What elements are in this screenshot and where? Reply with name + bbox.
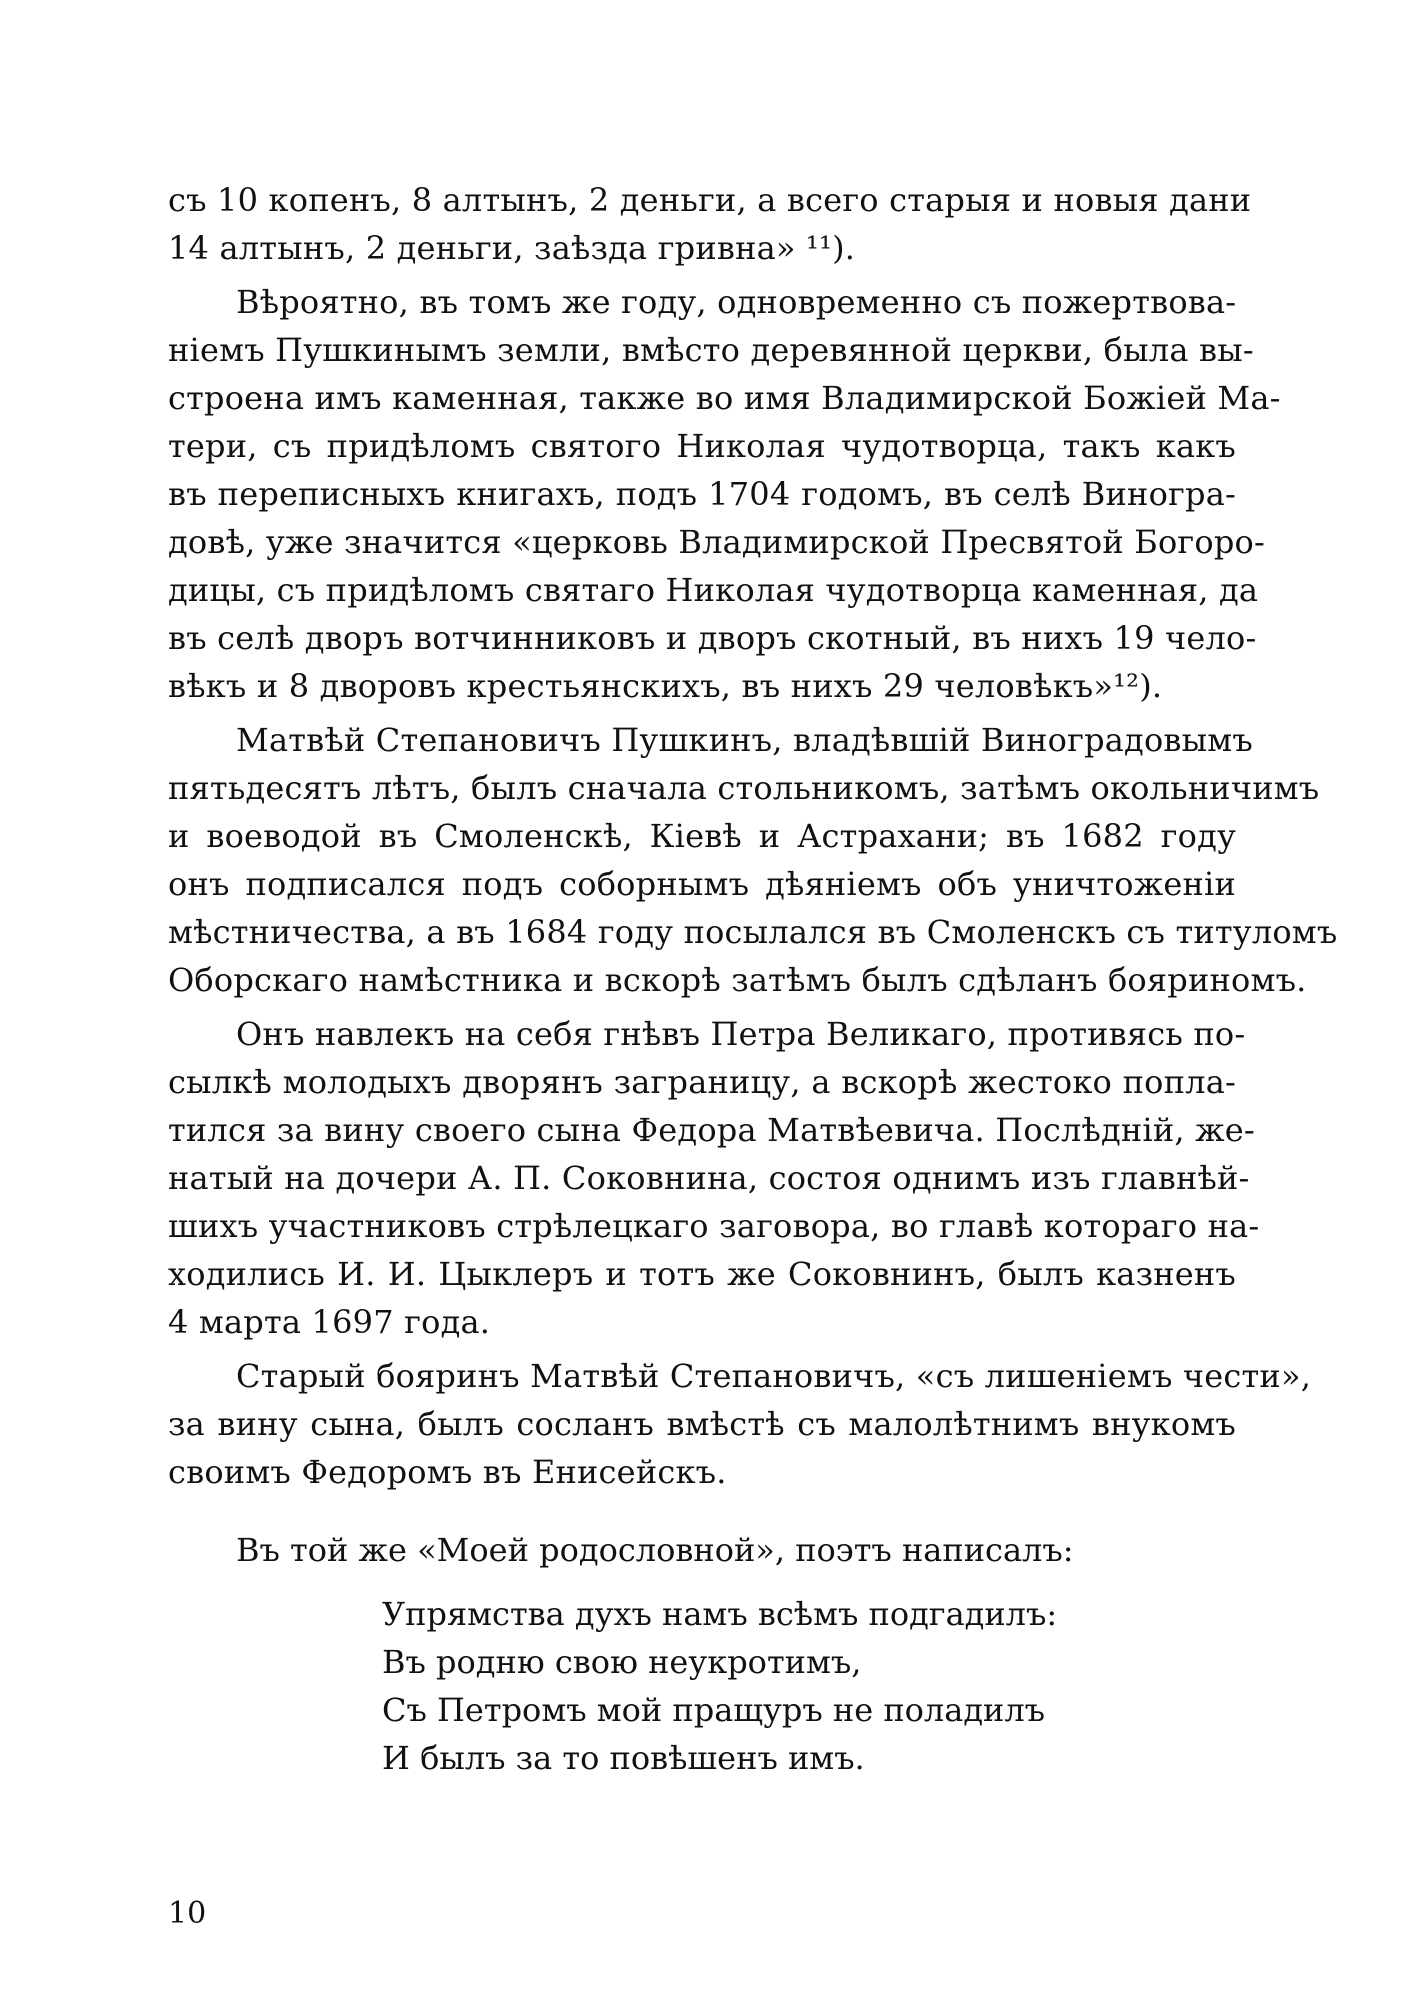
paragraph-5 (168, 1352, 1312, 1496)
text-line: строена имъ каменная, также во имя Владимирской Божіей Ма- (168, 379, 1281, 417)
text-line: онъ подписался подъ соборнымъ дѣяніемъ объ уничтоженіи (168, 865, 1236, 903)
paragraph-2 (168, 278, 1281, 710)
verse-line: Въ родню свою неукротимъ, (382, 1643, 862, 1681)
text-line: за вину сына, былъ сосланъ вмѣстѣ съ малолѣтнимъ внукомъ (168, 1405, 1236, 1443)
text-line: въ переписныхъ книгахъ, подъ 1704 годомъ, въ селѣ Виногра- (168, 475, 1236, 513)
text-line: 14 алтынъ, 2 деньги, заѣзда гривна» ¹¹). (168, 229, 856, 267)
text-line: натый на дочери А. П. Соковнина, состоя однимъ изъ главнѣй- (168, 1159, 1250, 1197)
paragraph-3 (168, 716, 1338, 1004)
text-line: тери, съ придѣломъ святого Николая чудотворца, такъ какъ (168, 427, 1236, 465)
text-line: сылкѣ молодыхъ дворянъ заграницу, а вскорѣ жестоко попла- (168, 1063, 1236, 1101)
verse-line: Упрямства духъ намъ всѣмъ подгадилъ: (382, 1595, 1058, 1633)
text-line: и воеводой въ Смоленскѣ, Кіевѣ и Астрахани; въ 1682 году (168, 817, 1236, 855)
page-body (168, 176, 1338, 1782)
text-line: ходились И. И. Цыклеръ и тотъ же Соковнинъ, былъ казненъ (168, 1255, 1236, 1293)
text-line: довѣ, уже значится «церковь Владимирской Пресвятой Богоро- (168, 523, 1266, 561)
text-line: мѣстничества, а въ 1684 году посылался въ Смоленскъ съ титуломъ (168, 913, 1338, 951)
text-line: съ 10 копенъ, 8 алтынъ, 2 деньги, а всего старыя и новыя дани (168, 181, 1252, 219)
text-line: Вѣроятно, въ томъ же году, одновременно съ пожертвова- (236, 283, 1237, 321)
text-line: Оборскаго намѣстника и вскорѣ затѣмъ былъ сдѣланъ бояриномъ. (168, 961, 1307, 999)
text-line: шихъ участниковъ стрѣлецкаго заговора, во главѣ котораго на- (168, 1207, 1260, 1245)
paragraph-4 (168, 1010, 1260, 1346)
text-line: своимъ Федоромъ въ Енисейскъ. (168, 1453, 727, 1491)
paragraph-1 (168, 176, 1252, 272)
text-line: Матвѣй Степановичъ Пушкинъ, владѣвшій Виноградовымъ (236, 721, 1253, 759)
verse-line: И былъ за то повѣшенъ имъ. (382, 1739, 865, 1777)
verse-intro: Въ той же «Моей родословной», поэтъ написалъ: (236, 1531, 1074, 1569)
text-line: пятьдесятъ лѣтъ, былъ сначала стольникомъ, затѣмъ окольничимъ (168, 769, 1320, 807)
text-line: Старый бояринъ Матвѣй Степановичъ, «съ лишеніемъ чести», (236, 1357, 1312, 1395)
text-line: ніемъ Пушкинымъ земли, вмѣсто деревянной церкви, была вы- (168, 331, 1254, 369)
verse-stanza (382, 1590, 1236, 1782)
verse-line: Съ Петромъ мой пращуръ не поладилъ (382, 1691, 1046, 1729)
page-number: 10 (168, 1896, 207, 1931)
text-line: вѣкъ и 8 дворовъ крестьянскихъ, въ нихъ 29 человѣкъ»¹²). (168, 667, 1163, 705)
text-line: 4 марта 1697 года. (168, 1303, 491, 1341)
text-line: тился за вину своего сына Федора Матвѣевича. Послѣдній, же- (168, 1111, 1255, 1149)
text-line: дицы, съ придѣломъ святаго Николая чудотворца каменная, да (168, 571, 1259, 609)
text-line: въ селѣ дворъ вотчинниковъ и дворъ скотный, въ нихъ 19 чело- (168, 619, 1257, 657)
text-line: Онъ навлекъ на себя гнѣвъ Петра Великаго, противясь по- (236, 1015, 1246, 1053)
